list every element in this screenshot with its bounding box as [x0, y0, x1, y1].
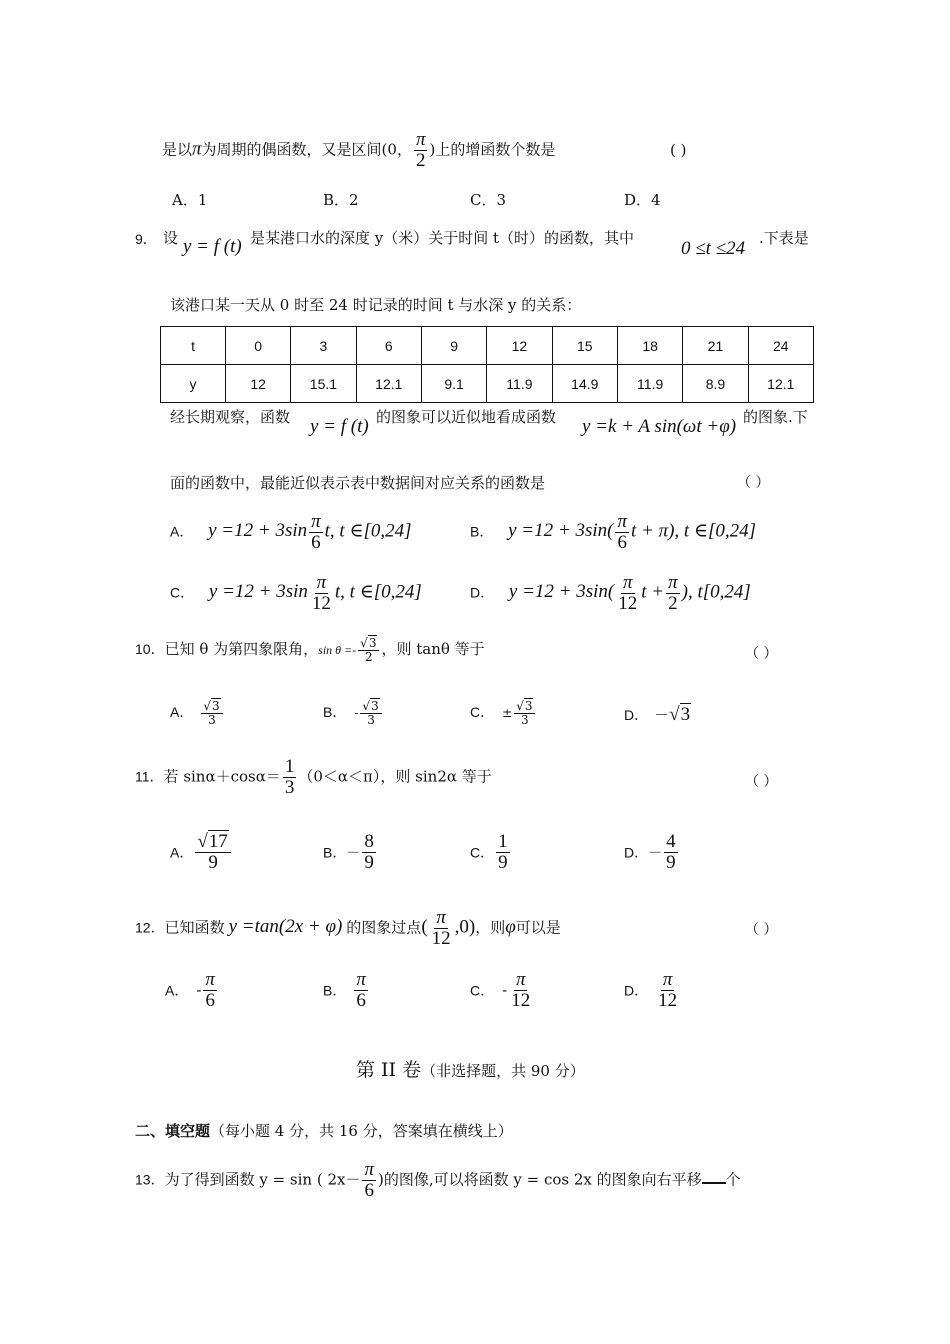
- table-cell: 18: [617, 327, 682, 365]
- q11-option-b: B．－ $\frac{8}{9}$: [323, 831, 374, 873]
- q10-option-a: A． $\frac{√3}{3}$: [170, 700, 225, 726]
- q8-option-a: A．1: [172, 191, 208, 209]
- q11-answer-paren: （ ）: [745, 774, 778, 790]
- q9-line3-function: y = f (t): [310, 416, 369, 437]
- table-cell: 15: [552, 327, 617, 365]
- table-row-t: [161, 327, 814, 365]
- q9-stem-b: .下表是: [759, 229, 809, 247]
- table-cell: 21: [683, 327, 748, 365]
- table-cell: 8.9: [683, 365, 748, 403]
- table-cell: 12: [487, 327, 552, 365]
- q9-she: 设: [163, 229, 179, 247]
- q12-answer-paren: （ ）: [745, 922, 778, 938]
- table-cell: 14.9: [552, 365, 617, 403]
- q9-line3-a: 经长期观察，函数: [170, 408, 291, 426]
- q9-stem-a: 是某港口水的深度 y（米）关于时间 t（时）的函数，其中: [250, 229, 635, 247]
- q9-answer-paren: （ ）: [737, 475, 770, 491]
- q9-function: y = f (t): [183, 236, 242, 257]
- table-cell: 12: [226, 365, 291, 403]
- table-cell: 12.1: [748, 365, 813, 403]
- depth-table: [160, 326, 814, 403]
- table-cell: 9: [421, 327, 486, 365]
- table-cell: 15.1: [291, 365, 356, 403]
- q11-stem: 11．若 sinα＋cosα＝ $\frac{1}{3}$ （0＜α＜π），则 sin2α 等于: [135, 756, 492, 798]
- q9-range: 0 ≤t ≤24: [681, 238, 746, 259]
- fill-in-heading: 二、填空题（每小题 4 分，共 16 分，答案填在横线上）: [135, 1122, 513, 1140]
- q9-option-d: D． y =12 + 3sin( $\frac{\pi}{12}$ t + $\frac{\pi}{2}$ ), t[0,24]: [470, 572, 751, 614]
- q11-option-a: A． $\frac{√17}{9}$: [170, 832, 233, 873]
- table-cell: y: [161, 365, 226, 403]
- section2-title: 第 II 卷（非选择题，共 90 分）: [356, 1059, 585, 1081]
- q12-option-b: B． $\frac{\pi}{6}$: [323, 969, 366, 1011]
- q9-number: 9．: [135, 231, 157, 247]
- table-cell: 0: [226, 327, 291, 365]
- q9-option-c: C． y =12 + 3sin $\frac{\pi}{12}$ t, t ∈[0,24]: [170, 572, 422, 614]
- table-cell: 9.1: [421, 365, 486, 403]
- q10-answer-paren: （ ）: [745, 646, 778, 662]
- q10-option-d: D． －√3: [624, 704, 691, 725]
- table-cell: 3: [291, 327, 356, 365]
- q13-stem: 13．为了得到函数 y = sin ( 2x－ $\frac{\pi}{6}$ )的图像,可以将函数 y = cos 2x 的图象向右平移 个: [135, 1159, 741, 1201]
- table-cell: 6: [356, 327, 421, 365]
- table-cell: 24: [748, 327, 813, 365]
- q10-option-c: C． ± $\frac{√3}{3}$: [470, 700, 537, 726]
- q9-line3-b: 的图象可以近似地看成函数: [376, 408, 557, 426]
- q12-option-d: D． $\frac{\pi}{12}$: [624, 969, 678, 1011]
- q13-answer-blank[interactable]: [702, 1168, 726, 1184]
- table-cell: 11.9: [487, 365, 552, 403]
- q8-option-d: D．4: [624, 191, 661, 209]
- q9-line4: 面的函数中，最能近似表示表中数据间对应关系的函数是: [170, 474, 546, 492]
- q8-option-c: C．3: [470, 191, 507, 209]
- q12-option-a: A． - $\frac{\pi}{6}$: [165, 969, 215, 1011]
- q8-option-b: B．2: [323, 191, 359, 209]
- table-cell: t: [161, 327, 226, 365]
- q10-option-b: B． - $\frac{√3}{3}$: [323, 700, 384, 726]
- q8-fraction: $\frac{\pi}{2}$: [415, 129, 426, 171]
- q9-stem-line2: 该港口某一天从 0 时至 24 时记录的时间 t 与水深 y 的关系：: [170, 296, 582, 314]
- q8-stem: 是以π为周期的偶函数，又是区间(0， $\frac{\pi}{2}$ )上的增函数个数是: [162, 129, 556, 171]
- q9-option-b: B． y =12 + 3sin( $\frac{\pi}{6}$ t + π), t ∈[0,24]: [470, 511, 757, 553]
- q9-model-function: y =k + A sin(ωt +φ): [582, 416, 737, 437]
- table-cell: 12.1: [356, 365, 421, 403]
- q10-stem: 10．已知 θ 为第四象限角，sin θ =- $\frac{√3}{2}$ ，则 tanθ 等于: [135, 636, 485, 664]
- q12-option-c: C． - $\frac{\pi}{12}$: [470, 969, 531, 1011]
- q11-option-d: D．－ $\frac{4}{9}$: [624, 831, 676, 873]
- q11-option-c: C． $\frac{1}{9}$: [470, 831, 508, 873]
- table-cell: 11.9: [617, 365, 682, 403]
- q9-option-a: A． y =12 + 3sin $\frac{\pi}{6}$ t, t ∈[0,24]: [170, 511, 412, 553]
- q8-answer-paren: ( ): [670, 141, 687, 159]
- q12-stem: 12．已知函数 y =tan(2x + φ) 的图象过点( $\frac{\pi}{12}$ ,0)，则φ可以是: [135, 907, 561, 949]
- q9-line3-c: 的图象.下: [743, 408, 808, 426]
- table-row-y: [161, 365, 814, 403]
